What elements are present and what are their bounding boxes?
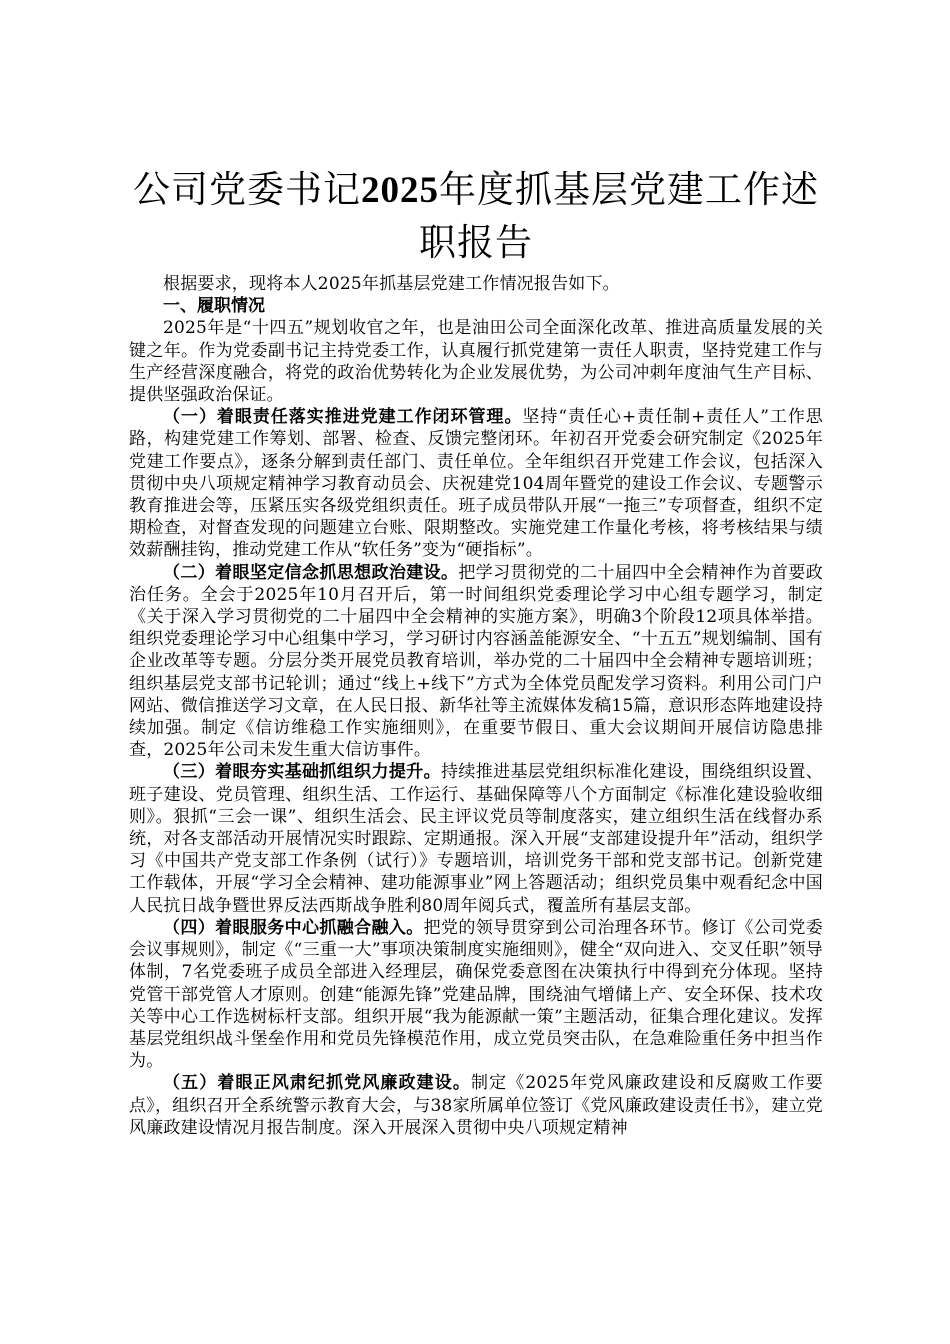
item-lead: （五）着眼正风肃纪抓党风廉政建设。 <box>163 1073 471 1094</box>
title-part1: 公司党委书记 <box>133 168 361 211</box>
item-text: 制定《2025年党风廉政建设和反腐败工作要点》，组织召开全系统警示教育大会，与38家所属单位签订《党风廉政建设责任书》，建立党风廉政建设情况月报告制度。深入开展深入贯彻中央八项规定精神 <box>129 1073 823 1138</box>
item-text: 把学习贯彻党的二十届四中全会精神作为首要政治任务。全会于2025年10月召开后，第一时间组织党委理论学习中心组专题学习，制定《关于深入学习贯彻党的二十届四中全会精神的实施方案》，明确3个阶段12项具体举措。组织党委理论学习中心组集中学习，学习研讨内容涵盖能源安全、“十五五”规划编制、国有企业改革等专题。分层分类开展党员教育培训，举办党的二十届四中全会精神专题培训班；组织基层党支部书记轮训；通过“线上+线下”方式为全体党员配发学习资料。利用公司门户网站、微信推送学习文章，在人民日报、新华社等主流媒体发稿15篇，意识形态阵地建设持续加强。制定《信访维稳工作实施细则》，在重要节假日、重大会议期间开展信访隐患排查，2025年公司未发生重大信访事件。 <box>129 562 823 761</box>
item-text: 持续推进基层党组织标准化建设，围绕组织设置、班子建设、党员管理、组织生活、工作运行、基础保障等八个方面制定《标准化建设验收细则》。狠抓“三会一课”、组织生活会、民主评议党员等制度落实，建立组织生活在线督办系统，对各支部活动开展情况实时跟踪、定期通报。深入开展“支部建设提升年”活动，组织学习《中国共产党支部工作条例（试行）》专题培训，培训党务干部和党支部书记。创新党建工作载体，开展“学习全会精神、建功能源事业”网上答题活动；组织党员集中观看纪念中国人民抗日战争暨世界反法西斯战争胜利80周年阅兵式，覆盖所有基层支部。 <box>129 762 823 916</box>
title-year: 2025 <box>361 170 439 211</box>
item-lead: （四）着眼服务中心抓融合融入。 <box>163 917 424 938</box>
intro-paragraph: 根据要求，现将本人2025年抓基层党建工作情况报告如下。 <box>163 274 620 294</box>
section-heading: 一、履职情况 <box>163 296 265 317</box>
title-part2: 年度抓基层党建工作述职报告 <box>419 168 819 264</box>
document-content <box>129 164 823 1139</box>
item-text: 坚持“责任心+责任制+责任人”工作思路，构建党建工作筹划、部署、检查、反馈完整闭环。年初召开党委会研究制定《2025年党建工作要点》，逐条分解到责任部门、责任单位。全年组织召开党建工作会议，包括深入贯彻中央八项规定精神学习教育动员会、庆祝建党104周年暨党的建设工作会议、专题警示教育推进会等，压紧压实各级党组织责任。班子成员带队开展“一拖三”专项督查，组织不定期检查，对督查发现的问题建立台账、限期整改。实施党建工作量化考核，将考核结果与绩效薪酬挂钩，推动党建工作从“软任务”变为“硬指标”。 <box>129 407 823 561</box>
item-paragraph-1 <box>129 406 823 561</box>
overview-paragraph: 2025年是“十四五”规划收官之年，也是油田公司全面深化改革、推进高质量发展的关键之年。作为党委副书记主持党委工作，认真履行抓党建第一责任人职责，坚持党建工作与生产经营深度融合，将党的政治优势转化为企业发展优势，为公司冲刺年度油气生产目标、提供坚强政治保证。 <box>129 318 823 406</box>
item-paragraph-4 <box>129 917 823 1072</box>
item-lead: （一）着眼责任落实推进党建工作闭环管理。 <box>163 407 523 428</box>
item-lead: （三）着眼夯实基础抓组织力提升。 <box>163 762 441 783</box>
item-lead: （二）着眼坚定信念抓思想政治建设。 <box>163 562 459 583</box>
item-paragraph-3 <box>129 761 823 916</box>
item-paragraph-5 <box>129 1072 823 1139</box>
document-body <box>129 273 823 1139</box>
document-title <box>129 164 823 269</box>
item-paragraph-2 <box>129 562 823 762</box>
item-text: 把党的领导贯穿到公司治理各环节。修订《公司党委会议事规则》，制定《“三重一大”事项决策制度实施细则》，健全“双向进入、交叉任职”领导体制，7名党委班子成员全部进入经理层，确保党委意图在决策执行中得到充分体现。坚持党管干部党管人才原则。创建“能源先锋”党建品牌，围绕油气增储上产、安全环保、技术攻关等中心工作选树标杆支部。组织开展“我为能源献一策”主题活动，征集合理化建议。发挥基层党组织战斗堡垒作用和党员先锋模范作用，成立党员突击队，在急难险重任务中担当作为。 <box>129 917 823 1072</box>
